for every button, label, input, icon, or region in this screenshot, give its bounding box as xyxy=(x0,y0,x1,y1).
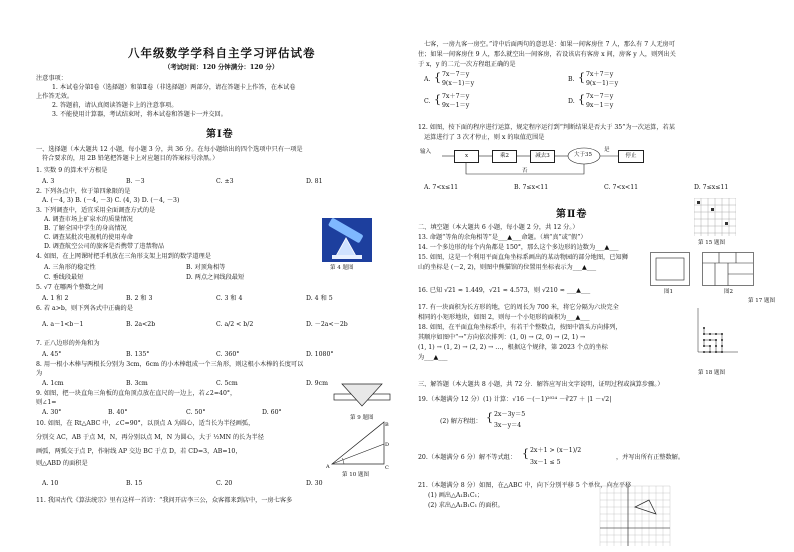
q10-stem: 10. 如图，在 Rt△ABC 中，∠C=90°，以顶点 A 为圆心，适当长为半径画弧， xyxy=(36,420,255,427)
part2-heading: 第Ⅱ卷 xyxy=(556,209,588,220)
q7-option-c: C. 360° xyxy=(216,351,240,358)
q1-option-c: C. ±3 xyxy=(216,178,234,185)
q7-option-b: B. 135° xyxy=(126,351,150,358)
q11-option-b-eq1: 7x＋7＝y xyxy=(586,71,614,78)
q8-option-a: A. 1cm xyxy=(42,380,64,387)
q4-option-b: B. 对顶角相等 xyxy=(186,264,226,271)
q21-stem: 21.（本题满分 8 分）如图，在△ABC 中，向下分别平移 5 个单位，向左平移 xyxy=(418,482,632,489)
q11-brace: { xyxy=(434,93,441,106)
q11-brace: { xyxy=(578,93,585,106)
svg-text:A: A xyxy=(326,464,330,470)
q8-stem: 8. 用一根小木棒与两根长分别为 3cm，6cm 的小木棒组成一个三角形，则这根小木棒的长度可以 xyxy=(36,361,304,368)
q13: 13. 命题“等角的余角相等”是___▲___命题。（填“真”或“假”） xyxy=(418,234,587,241)
q10-stem-cont: 分别交 AC，AB 于点 M，N，再分别以点 M，N 为圆心，大于 ½MN 的长为半径 xyxy=(36,434,264,441)
q11-brace: { xyxy=(578,71,585,84)
section-header: 一、选择题（本大题共 12 小题，每小题 3 分，共 36 分。在每小题给出的四个选项中只有一项是 xyxy=(36,146,303,153)
q11-option-a-label: A. xyxy=(424,76,431,83)
q7-option-d: D. 1080° xyxy=(306,351,334,358)
note-line: 1. 本试卷分第Ⅰ卷（选择题）和第Ⅱ卷（非选择题）两部分，请在答题卡上作答，在本试卷 xyxy=(52,84,296,91)
q3-option-d: D. 调查航空公司的旅客是否携带了违禁物品 xyxy=(44,243,165,250)
q12-option-a: A. 7<x≤11 xyxy=(424,184,459,191)
q5-option-a: A. 1 和 2 xyxy=(42,295,69,302)
q9-option-b: B. 40° xyxy=(108,409,128,416)
q3-option-b: B. 了解全国中学生的身高情况 xyxy=(44,225,127,232)
q16: 16. 已知 √21 ≈ 1.449，√21 ≈ 4.573，则 √210 ≈ ___▲___ xyxy=(418,287,591,294)
q18-stem: 18. 如图，在平面直角坐标系中，有若干个整数点，按图中箭头方向排列， xyxy=(418,324,622,331)
q11-option-b-label: B. xyxy=(568,76,575,83)
q21-part2: (2) 求出△A₁B₁C₁ 的面积。 xyxy=(428,502,504,509)
q12-stem-cont: 运算进行了 3 次才停止，则 x 的取值范围是 xyxy=(424,134,545,141)
q9-figure-caption: 第 9 题图 xyxy=(350,415,374,421)
q11-brace: { xyxy=(434,71,441,84)
q18-stem-cont: 其顺序如图中“→”方向依次排列：(1, 0) → (2, 0) → (2, 1) → xyxy=(418,334,586,341)
note-line: 2. 答题前，请认真阅读答题卡上的注意事项。 xyxy=(52,102,178,109)
q1-option-a: A. 3 xyxy=(42,178,55,185)
q8-stem-cont: 为 xyxy=(36,370,43,377)
q10-option-a: A. 10 xyxy=(42,480,59,487)
flow-stop-box: 停止 xyxy=(618,150,644,163)
part1-heading: 第Ⅰ卷 xyxy=(206,129,234,140)
section-header: 三、解答题（本大题共 8 小题，共 72 分．解答应写出文字说明，证明过程或演算步骤。） xyxy=(418,381,664,388)
q1-stem: 1. 实数 9 的算术平方根是 xyxy=(36,167,108,174)
q20-ineq1: 2x＋1 > (x－1)/2 xyxy=(530,447,582,454)
q17-figure-2-label: 图2 xyxy=(724,289,733,295)
q14: 14. 一个多边形的每个内角都是 150°，那么这个多边形的边数为___▲___ xyxy=(418,244,619,251)
q2-options: A. (－4, 3) B. (－4, －3) C. (4, 3) D. (－4, －3) xyxy=(42,197,180,204)
q10-stem-cont: 画弧，两弧交于点 P，作射线 AP 交边 BC 于点 D，若 CD=3，AB=10， xyxy=(36,448,242,455)
q10-option-b: B. 15 xyxy=(126,480,143,487)
q18-figure-caption: 第 18 题图 xyxy=(698,370,725,376)
q8-option-c: C. 5cm xyxy=(216,380,238,387)
q4-option-a: A. 三角形的稳定性 xyxy=(44,264,96,271)
q4-option-c: C. 垂线段最短 xyxy=(44,274,84,281)
note-line: 上作答无效。 xyxy=(36,93,74,100)
q17-figure-caption: 第 17 题图 xyxy=(748,298,775,304)
svg-text:B: B xyxy=(385,422,389,428)
page-title: 八年级数学学科自主学习评估试卷 xyxy=(128,46,316,60)
flow-x-box: x xyxy=(454,150,479,163)
q10-figure-caption: 第 10 题图 xyxy=(342,472,369,478)
flow-subtract-box: 减去3 xyxy=(530,150,555,163)
q19-eq2: 3x－y＝4 xyxy=(494,422,522,429)
q5-option-c: C. 3 和 4 xyxy=(216,295,243,302)
q6-option-b: B. 2a<2b xyxy=(126,321,156,328)
q11-option-c-label: C. xyxy=(424,98,431,105)
q21-part1: (1) 画出△A₁B₁C₁； xyxy=(428,492,484,499)
q11-stem-cont: 七客，一房九客一房空。”诗中后面两句的意思是：如果一间客房住 7 人，那么有 7 人无房可 xyxy=(424,41,675,48)
q1-option-d: D. 81 xyxy=(306,178,323,185)
svg-text:D: D xyxy=(385,442,390,448)
q17-figure-2 xyxy=(702,252,754,286)
q19-brace: { xyxy=(486,411,493,424)
q4-phone-stand-figure xyxy=(322,218,372,262)
q10-option-c: C. 20 xyxy=(216,480,233,487)
q5-option-d: D. 4 和 5 xyxy=(306,295,333,302)
q20-ineq2: 3x－1 ≤ 5 xyxy=(530,459,561,466)
q6-option-a: A. a－1<b－1 xyxy=(42,321,84,328)
svg-text:C: C xyxy=(385,465,389,471)
notes-heading: 注意事项： xyxy=(36,75,67,82)
q12-stem: 12. 如图，按下面的程序进行运算，规定程序运行到“判断结果是否大于 35”为一次运算，若某 xyxy=(418,124,675,131)
q15-figure-caption: 第 15 题图 xyxy=(698,240,725,246)
q5-stem: 5. √7 在哪两个整数之间 xyxy=(36,284,104,291)
q19-part2: (2) 解方程组： xyxy=(440,418,482,425)
q11-option-d-eq1: 7x－7＝y xyxy=(586,93,614,100)
q9-ruler-triangle-figure xyxy=(332,382,392,412)
q11-option-d-eq2: 9x－1＝y xyxy=(586,102,614,109)
q15-stem: 15. 如图，这是一个利用平面直角坐标系画出的某动物园的部分地图，已知狮 xyxy=(418,254,628,261)
q9-option-c: C. 50° xyxy=(186,409,206,416)
q11-option-a-eq2: 9(x－1)＝y xyxy=(442,80,475,87)
q12-option-c: C. 7<x<11 xyxy=(604,184,639,191)
q10-stem-cont: 则△ABD 的面积是 xyxy=(36,460,88,467)
q11-option-a-eq1: 7x－7＝y xyxy=(442,71,470,78)
q7-stem: 7. 正八边形的外角和为 xyxy=(36,340,100,347)
q19-eq1: 2x－3y＝5 xyxy=(494,411,526,418)
q10-triangle-figure xyxy=(326,418,390,472)
q17-figure-1 xyxy=(650,252,690,286)
q20-brace: { xyxy=(522,447,529,460)
q20-tail: ，并写出所有正整数解。 xyxy=(616,454,685,461)
flow-input-label: 输入 xyxy=(420,149,432,155)
q17-stem-cont: 相同的小矩形地块，如图 2，则每一个小矩形的面积为___▲___ xyxy=(418,314,590,321)
q21-grid-figure xyxy=(598,484,672,548)
q11-stem-cont: 住；如果一间客房住 9 人，那么就空出一间客房，若设该店有客房 x 间，房客 y 人，则列出关 xyxy=(418,51,676,58)
note-line: 3. 不能使用计算器，考试结束时，将本试卷和答题卡一并交回。 xyxy=(52,111,227,118)
q15-stem-cont: 山的坐标是 (－2, 2)，则图中熊猫馆的位置用坐标表示为___▲___ xyxy=(418,264,597,271)
q11-option-d-label: D. xyxy=(568,98,575,105)
section-header: 二、填空题（本大题共 6 小题，每小题 2 分，共 12 分。） xyxy=(418,224,579,231)
q8-option-b: B. 3cm xyxy=(126,380,148,387)
q11-option-c-eq2: 9x－1＝y xyxy=(442,102,470,109)
q11-stem: 11. 我国古代《算法统宗》里有这样一首诗：“我问开店李三公，众客都来到店中，一房七客多 xyxy=(36,497,293,504)
q12-option-d: D. 7≤x≤11 xyxy=(694,184,729,191)
q5-option-b: B. 2 和 3 xyxy=(126,295,153,302)
q11-option-b-eq2: 9(x－1)＝y xyxy=(586,80,619,87)
q17-stem: 17. 有一块面积为长方形的地，它的周长为 700 米，将它分隔为六块完全 xyxy=(418,304,619,311)
q15-zoo-map-figure xyxy=(694,198,736,236)
q11-option-c-eq1: 7x＋7＝y xyxy=(442,93,470,100)
right-column xyxy=(418,0,788,550)
exam-subtitle: （考试时间：120 分钟满分：120 分） xyxy=(164,63,279,71)
q18-lattice-figure xyxy=(694,306,740,356)
q18-stem-cont: 为___▲___ xyxy=(418,354,448,361)
q17-figure-1-label: 图1 xyxy=(664,289,673,295)
q19-part1: 19.（本题满分 12 分）(1) 计算：√16 －(－1)²⁰²⁴ －∛27 ＋ |1 －√2| xyxy=(418,396,612,403)
flow-condition: 大于35 xyxy=(574,152,592,158)
q8-option-d: D. 9cm xyxy=(306,380,328,387)
q9-stem-cont: 则∠1= xyxy=(36,399,57,406)
q12-option-b: B. 7≤x<11 xyxy=(514,184,549,191)
q9-stem: 9. 如图，把一块直角三角板的直角顶点放在直尺的一边上，若∠2=40°， xyxy=(36,390,237,397)
q7-option-a: A. 45° xyxy=(42,351,62,358)
q6-option-c: C. a/2 < b/2 xyxy=(216,321,254,328)
flow-multiply-box: 乘2 xyxy=(492,150,517,163)
q1-option-b: B. －3 xyxy=(126,178,145,185)
q6-stem: 6. 若 a>b，则下列各式中正确的是 xyxy=(36,305,133,312)
section-header: 符合要求的，用 2B 铅笔把答题卡上对应题目的答案标号涂黑。） xyxy=(42,155,219,162)
q4-stem: 4. 如图，在上网课时把手机放在三角形支架上用到的数学道理是 xyxy=(36,253,211,260)
q11-stem-cont: 于 x，y 的二元一次方程组正确的是 xyxy=(418,61,516,68)
q3-option-a: A. 调查市场上矿泉水的质量情况 xyxy=(44,216,133,223)
flow-yes-label: 是 xyxy=(604,147,610,153)
q3-stem: 3. 下列调查中，适宜采用全面调查方式的是 xyxy=(36,207,156,214)
q10-option-d: D. 30 xyxy=(306,480,323,487)
left-column xyxy=(36,0,394,550)
q20-stem: 20.（本题满分 6 分）解不等式组： xyxy=(418,454,517,461)
q9-option-d: D. 60° xyxy=(262,409,282,416)
q3-option-c: C. 调查某批次电视机的使用寿命 xyxy=(44,234,133,241)
q9-option-a: A. 30° xyxy=(42,409,62,416)
q2-stem: 2. 下列各点中，位于第四象限的是 xyxy=(36,188,131,195)
q4-figure-caption: 第 4 题图 xyxy=(330,265,354,271)
q18-stem-cont: (1, 1) → (1, 2) → (2, 2) → …，根据这个规律，第 2023 个点的坐标 xyxy=(418,344,608,351)
q6-option-d: D. －2a<－2b xyxy=(306,321,348,328)
flow-no-label: 否 xyxy=(522,168,528,174)
q4-option-d: D. 两点之间线段最短 xyxy=(186,274,245,281)
